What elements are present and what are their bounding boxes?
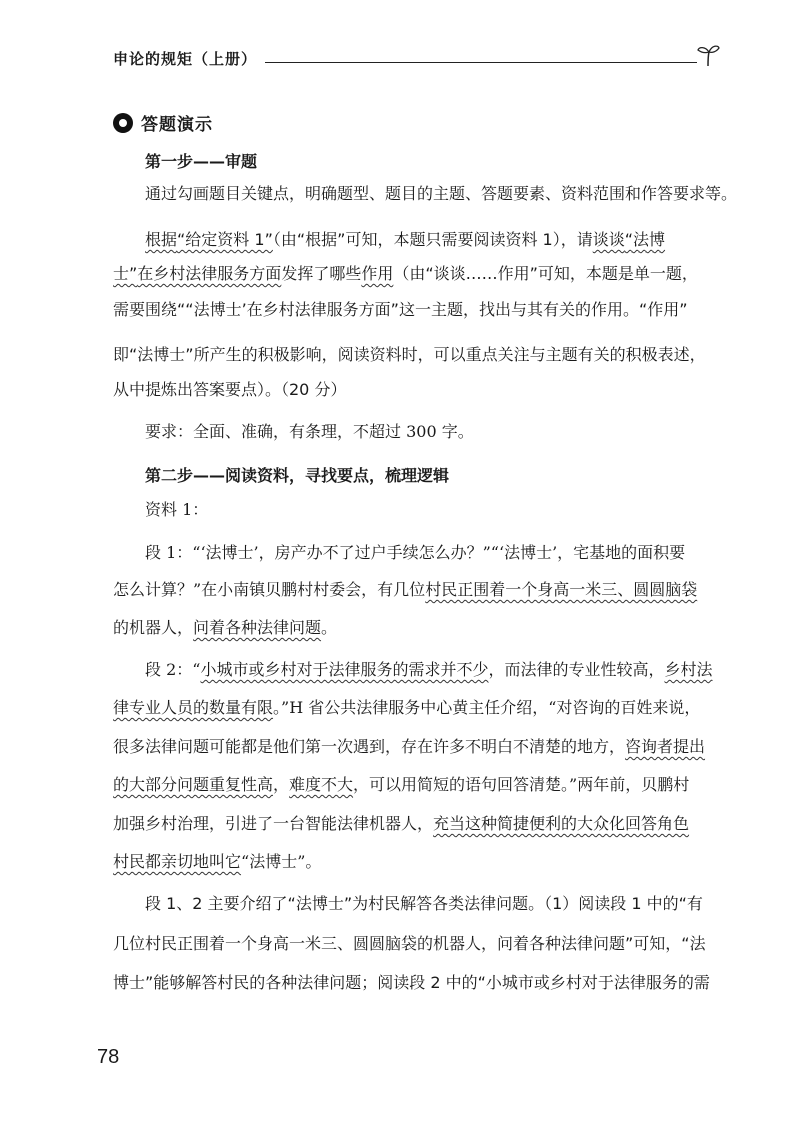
keyword: “给定资料 1” <box>177 230 273 249</box>
keyword: 乡村法 <box>664 660 713 679</box>
p2-line-4: 的大部分问题重复性高，难度不大，可以用简短的语句回答清楚。”两年前，贝鹏村 <box>113 775 690 794</box>
keyword: 小城市或乡村对于法律服务的需求并不少 <box>200 660 489 679</box>
question-line-5: 从中提炼出答案要点）。（20 分） <box>113 380 347 399</box>
p2-line-3: 很多法律问题可能都是他们第一次遇到，存在许多不明白不清楚的地方，咨询者提出 <box>113 737 706 756</box>
keyword: 谈谈 <box>592 230 625 249</box>
page-number: 78 <box>97 1046 120 1068</box>
sprout-icon <box>695 42 721 68</box>
keyword: 村民正围着一个身高一米三、圆圆脑袋 <box>425 580 698 599</box>
keyword: 村民都亲切地叫它 <box>113 852 242 871</box>
question-line-4: 即“法博士”所产生的积极影响，阅读资料时，可以重点关注与主题有关的积极表述， <box>113 345 706 364</box>
section-title: 答题演示 <box>141 115 213 135</box>
keyword: 难度不大 <box>289 775 354 794</box>
question-line-1: 根据“给定资料 1”（由“根据”可知，本题只需要阅读资料 1），请谈谈“法博 <box>145 230 666 249</box>
p1-line-1: 段 1：“‘法博士’，房产办不了过户手续怎么办？”“‘法博士’，宅基地的面积要 <box>145 543 686 562</box>
p2-line-2: 律专业人员的数量有限。”H 省公共法律服务中心黄主任介绍，“对咨询的百姓来说， <box>113 698 701 717</box>
keyword: 的大部分问题重复性高 <box>113 775 274 794</box>
book-title: 申论的规矩（上册） <box>113 50 258 68</box>
requirements: 要求：全面、准确，有条理，不超过 300 字。 <box>145 422 474 441</box>
header-rule <box>265 62 697 63</box>
keyword: 在乡村法律服务方面 <box>137 264 282 283</box>
question-line-3: 需要围绕““法博士’在乡村法律服务方面”这一主题，找出与其有关的作用。“作用” <box>113 300 688 319</box>
keyword: 作用 <box>361 264 394 283</box>
analysis-line-2: 几位村民正围着一个身高一米三、圆圆脑袋的机器人，问着各种法律问题”可知，“法 <box>113 934 706 953</box>
running-header <box>113 48 713 78</box>
keyword: 根据 <box>145 230 178 249</box>
analysis-line-3: 博士”能够解答村民的各种法律问题；阅读段 2 中的“小城市或乡村对于法律服务的需 <box>113 973 710 992</box>
question-line-2: 士”在乡村法律服务方面发挥了哪些作用（由“谈谈……作用”可知，本题是单一题， <box>113 264 698 283</box>
p2-line-1: 段 2：“小城市或乡村对于法律服务的需求并不少，而法律的专业性较高，乡村法 <box>145 660 713 679</box>
keyword: 律专业人员的数量有限 <box>113 698 274 717</box>
step1-title: 第一步——审题 <box>145 152 258 171</box>
p1-line-2: 怎么计算？”在小南镇贝鹏村村委会，有几位村民正围着一个身高一米三、圆圆脑袋 <box>113 580 698 599</box>
keyword: 咨询者提出 <box>625 737 706 756</box>
keyword: 问着各种法律问题 <box>193 618 322 637</box>
keyword: 士” <box>113 264 138 283</box>
p2-line-5: 加强乡村治理，引进了一台智能法律机器人，充当这种简捷便利的大众化回答角色 <box>113 814 690 833</box>
p2-line-6: 村民都亲切地叫它“法博士”。 <box>113 852 322 871</box>
step1-intro: 通过勾画题目关键点，明确题型、题目的主题、答题要素、资料范围和作答要求等。 <box>145 184 738 203</box>
analysis-line-1: 段 1、2 主要介绍了“法博士”为村民解答各类法律问题。（1）阅读段 1 中的“有 <box>145 894 703 913</box>
material-label: 资料 1： <box>145 500 209 519</box>
section-heading <box>113 110 213 135</box>
bullet-icon <box>113 113 133 133</box>
step2-title: 第二步——阅读资料，寻找要点，梳理逻辑 <box>145 466 450 485</box>
keyword: “法博 <box>624 230 666 249</box>
keyword: 充当这种简捷便利的大众化回答角色 <box>433 814 690 833</box>
p1-line-3: 的机器人，问着各种法律问题。 <box>113 618 338 637</box>
